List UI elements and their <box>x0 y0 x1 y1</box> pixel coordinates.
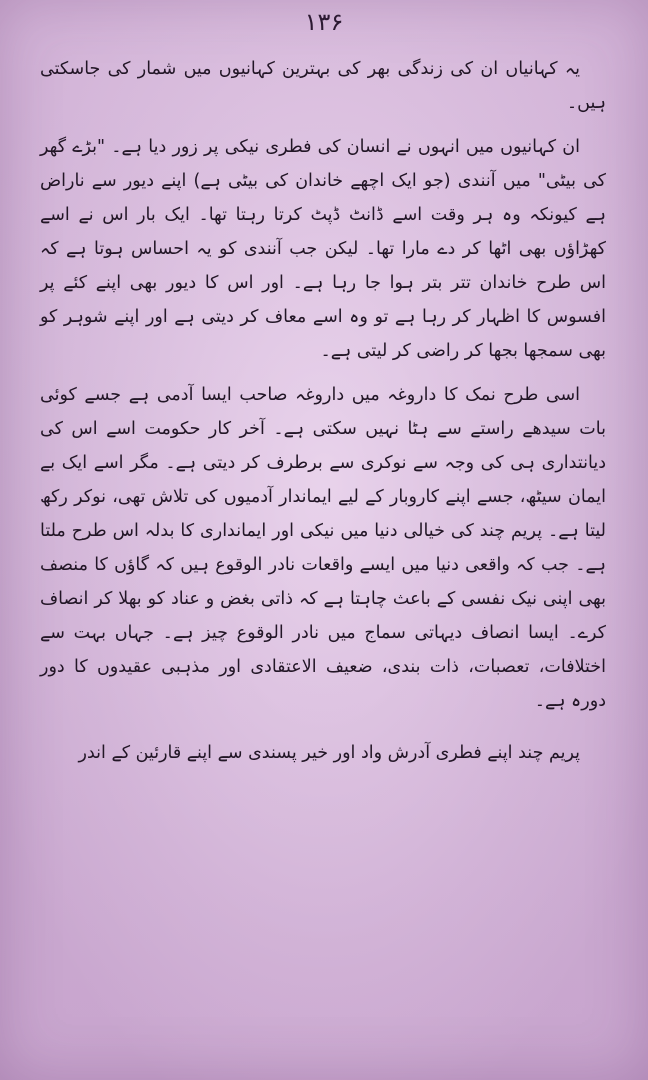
paragraph-bade-ghar-ki-beti: ان کہانیوں میں انہوں نے انسان کی فطری نیکی پر زور دیا ہے۔ "بڑے گھر کی بیٹی" میں آنندی (جو ایک اچھے خاندان کی بیٹی ہے) اپنے دیور سے ناراض ہے کیونکہ وہ ہر وقت اسے ڈانٹ ڈپٹ کرتا رہتا تھا۔ ایک بار اس نے اسے کھڑاؤں بھی اٹھا کر دے مارا تھا۔ لیکن جب آنندی کو یہ احساس ہوتا ہے کہ اس طرح خاندان تتر بتر ہوا جا رہا ہے۔ اور اس کا دیور بھی اپنے کئے پر افسوس کا اظہار کر رہا ہے تو وہ اسے معاف کر دیتی ہے اور اپنے شوہر کو بھی سمجھا بجھا کر راضی کر لیتی ہے۔ <box>40 137 606 361</box>
page-number: ۱۳۶ <box>304 8 344 36</box>
paragraph-intro: یہ کہانیاں ان کی زندگی بھر کی بہترین کہانیوں میں شمار کی جاسکتی ہیں۔ <box>40 59 606 113</box>
paragraph-premchand-idealism: پریم چند اپنے فطری آدرش واد اور خیر پسندی سے اپنے قارئین کے اندر <box>78 743 580 763</box>
paragraph-namak-ka-daroga: اسی طرح نمک کا داروغہ میں داروغہ صاحب ایسا آدمی ہے جسے کوئی بات سیدھے راستے سے ہٹا نہیں سکتی ہے۔ آخر کار حکومت اسے اس کی دیانتداری ہی کی وجہ سے نوکری سے برطرف کر دیتی ہے۔ مگر اسے ایک بے ایمان سیٹھ، جسے اپنے کاروبار کے لیے ایماندار آدمیوں کی تلاش تھی، نوکر رکھ لیتا ہے۔ پریم چند کی خیالی دنیا میں نیکی اور ایمانداری کا بدلہ اس طرح ملتا ہے۔ جب کہ واقعی دنیا میں ایسے واقعات نادر الوقوع ہیں کہ گاؤں کا منصف بھی اپنی نیک نفسی کے باعث چاہتا ہے کہ ذاتی بغض و عناد کو بھلا کر انصاف کرے۔ ایسا انصاف دیہاتی سماج میں نادر الوقوع چیز ہے۔ جہاں بہت سے اختلافات، تعصبات، ذات بندی، ضعیف الاعتقادی اور مذہبی عقیدوں کا دور دورہ ہے۔ <box>40 385 606 711</box>
page-body <box>40 52 606 780</box>
